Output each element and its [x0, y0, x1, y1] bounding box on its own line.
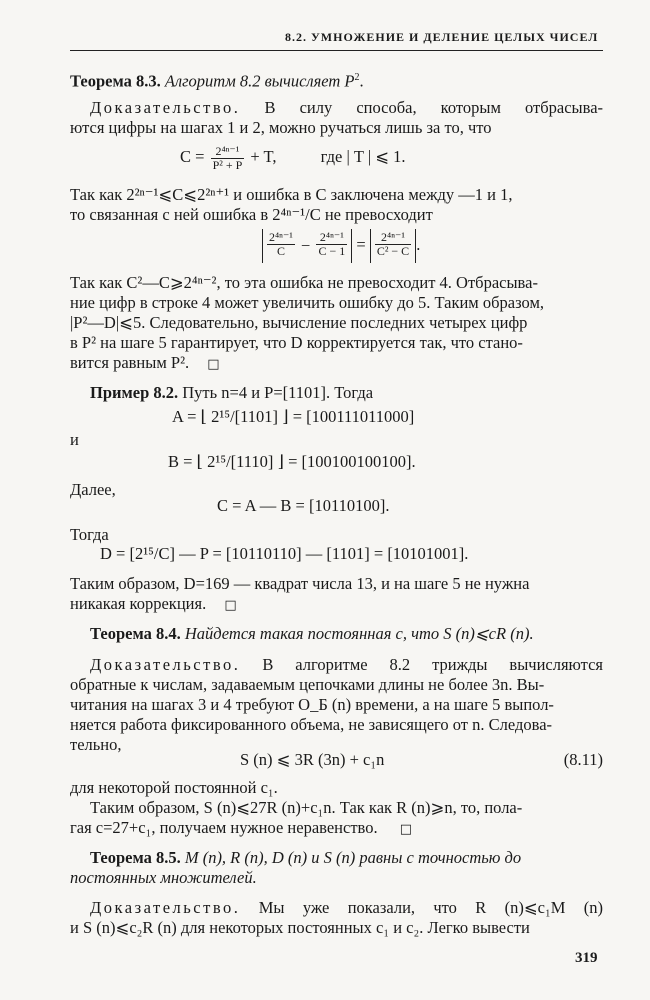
running-header: 8.2. УМНОЖЕНИЕ И ДЕЛЕНИЕ ЦЕЛЫХ ЧИСЕЛ — [285, 30, 599, 44]
proof-line — [70, 818, 603, 840]
equation-c — [180, 140, 500, 174]
proof-line — [90, 898, 603, 918]
minus-sign: − — [301, 236, 311, 256]
fraction — [211, 145, 245, 172]
numerator: 2⁴ⁿ⁻¹ — [381, 230, 405, 245]
equation-d: D = [2¹⁵/C] — P = [10110110] — [1101] = [10101001]. — [100, 544, 469, 563]
proof-line: ются цифры на шагах 1 и 2, можно ручаться лишь за то, что — [70, 118, 492, 137]
proof-text: В алгоритме 8.2 трижды вычисляются — [262, 655, 603, 674]
theorem-text: постоянных множителей. — [70, 868, 257, 887]
theorem-text: Алгоритм 8.2 вычисляет P — [164, 71, 355, 91]
period: . — [416, 235, 421, 254]
proof-line: читания на шагах 3 и 4 требуют O_Б (n) времени, а на шаге 5 выпол- — [70, 695, 554, 714]
superscript: 2 — [354, 72, 360, 83]
theorem-text: Найдется такая постоянная c, что S (n)⩽cR (n). — [184, 624, 534, 643]
fraction — [267, 231, 295, 258]
eq-condition: где | T | ⩽ 1. — [320, 147, 406, 166]
qed-icon: □ — [207, 357, 220, 372]
proof-line: тельно, — [70, 735, 122, 754]
equation-c-value: C = A — B = [10110100]. — [217, 496, 390, 515]
theorem-text: M (n), R (n), D (n) и S (n) равны с точностью до — [184, 848, 522, 867]
theorem-8-5 — [90, 848, 603, 868]
example-line — [70, 594, 603, 616]
eq-lhs: C = — [180, 147, 205, 166]
numerator: 2⁴ⁿ⁻¹ — [319, 230, 344, 245]
proof-line: |P²—D|⩽5. Следовательно, вычисление последних четырех цифр — [70, 313, 528, 332]
proof-word: Доказательство. — [90, 98, 241, 117]
text-then: Тогда — [70, 525, 109, 544]
equation-body: S (n) ⩽ 3R (3n) + c₁n — [240, 750, 385, 769]
equation-a: A = ⌊ 2¹⁵/[1101] ⌋ = [100111011000] — [172, 407, 415, 426]
proof-text: гая c=27+c₁, получаем нужное неравенство. — [70, 818, 378, 837]
fraction — [375, 231, 411, 258]
absolute-value — [262, 229, 352, 263]
text-and: и — [70, 430, 79, 449]
qed-icon: □ — [399, 822, 413, 837]
header-rule — [70, 50, 603, 51]
equation-abs — [262, 226, 462, 264]
equation-b: B = ⌊ 2¹⁵/[1110] ⌋ = [100100100100]. — [168, 452, 416, 471]
proof-line: обратные к числам, задаваемым цепочками длины не более 3n. Вы- — [70, 675, 545, 694]
theorem-line — [70, 868, 603, 888]
fraction — [316, 231, 347, 258]
proof-line: ние цифр в строке 4 может увеличить ошибку до 5. Таким образом, — [70, 293, 545, 312]
period: . — [359, 71, 364, 91]
equals-sign: = — [356, 235, 366, 254]
example-line: Таким образом, D=169 — квадрат числа 13, и на шаге 5 не нужна — [70, 574, 530, 593]
qed-icon: □ — [224, 598, 237, 613]
denominator: P² + P — [212, 157, 243, 172]
proof-line — [90, 98, 603, 118]
proof-line: для некоторой постоянной c₁. — [70, 778, 278, 797]
proof-text: Мы уже показали, что R (n)⩽c₁M (n) — [258, 898, 603, 917]
numerator: 2⁴ⁿ⁻¹ — [269, 230, 293, 245]
proof-line: Так как 2²ⁿ⁻¹⩽C⩽2²ⁿ⁺¹ и ошибка в C заключена между —1 и 1, — [70, 185, 513, 204]
proof-text: вится равным P². — [70, 353, 190, 372]
theorem-label: Теорема 8.5. — [90, 848, 181, 867]
proof-text: В силу способа, которым отбрасыва- — [264, 98, 604, 117]
theorem-label: Теорема 8.4. — [90, 624, 181, 643]
absolute-value — [370, 229, 416, 263]
theorem-8-3 — [70, 68, 603, 92]
theorem-label: Теорема 8.3. — [70, 71, 161, 91]
proof-line: то связанная с ней ошибка в 2⁴ⁿ⁻¹/C не превосходит — [70, 205, 433, 224]
proof-line: в P² на шаге 5 гарантирует, что D корректируется так, что стано- — [70, 333, 523, 352]
example-text: никакая коррекция. — [70, 594, 207, 613]
denominator: C — [267, 244, 295, 258]
denominator: C − 1 — [318, 244, 346, 259]
example-text: Путь n=4 и P=[1101]. Тогда — [182, 383, 374, 402]
proof-word: Доказательство. — [90, 655, 241, 674]
numerator: 2⁴ⁿ⁻¹ — [215, 143, 240, 158]
proof-word: Доказательство. — [90, 898, 241, 917]
proof-line: Так как C²—C⩾2⁴ⁿ⁻², то эта ошибка не превосходит 4. Отбрасыва- — [70, 273, 538, 292]
page-number: 319 — [575, 950, 598, 966]
example-8-2 — [90, 383, 603, 403]
text-further: Далее, — [70, 480, 116, 499]
proof-line: и S (n)⩽c₂R (n) для некоторых постоянных c₁ и c₂. Легко вывести — [70, 918, 530, 937]
proof-line — [70, 353, 603, 375]
proof-line: Таким образом, S (n)⩽27R (n)+c₁n. Так как R (n)⩾n, то, пола- — [90, 798, 523, 817]
eq-rest: + T, — [250, 147, 277, 166]
proof-line: няется работа фиксированного объема, не зависящего от n. Следова- — [70, 715, 553, 734]
equation-number: (8.11) — [563, 750, 603, 769]
example-label: Пример 8.2. — [90, 383, 179, 402]
theorem-8-4 — [90, 624, 603, 644]
denominator: C² − C — [376, 244, 410, 259]
proof-line — [90, 655, 603, 675]
